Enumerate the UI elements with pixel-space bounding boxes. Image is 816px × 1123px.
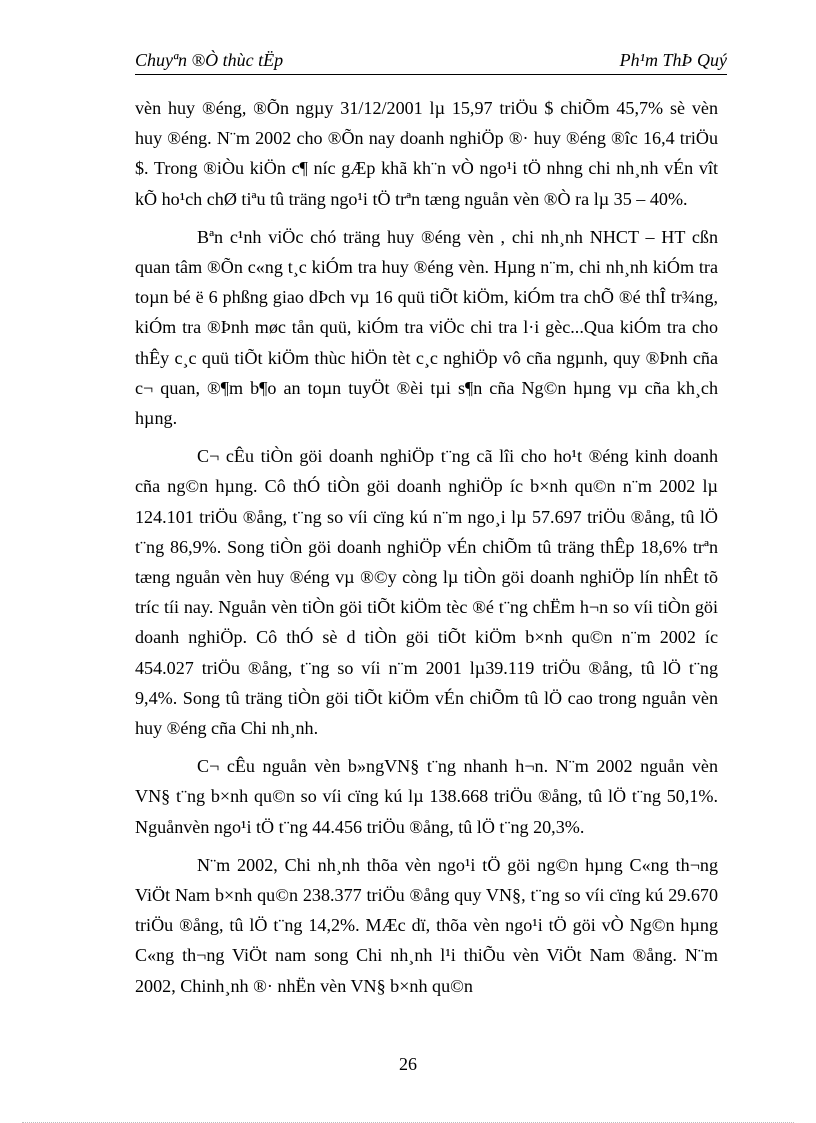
header-author: Ph¹m ThÞ Quý <box>619 50 727 70</box>
paragraph: N¨m 2002, Chi nh¸nh thõa vèn ngo¹i tÖ göi ng©n hµng C«ng th¬ng ViÖt Nam b×nh qu©n 238.377 triÖu ®ång quy VN§, t¨ng so víi cïng kú 29.670 triÖu ®ång, tû lÖ t¨ng 14,2%. MÆc dï, thõa vèn ngo¹i tÖ göi vÒ Ng©n hµng C«ng th¬ng ViÖt nam song Chi nh¸nh l¹i thiÕu vèn ViÖt Nam ®ång. N¨m 2002, Chinh¸nh ®· nhËn vèn VN§ b×nh qu©n <box>135 854 718 996</box>
paragraph: vèn huy ®éng, ®Õn ngµy 31/12/2001 lµ 15,97 triÖu $ chiÕm 45,7% sè vèn huy ®éng. N¨m 2002 cho ®Õn nay doanh nghiÖp ®· huy ®éng ®îc 16,4 triÖu $. Trong ®iÒu kiÖn c¶ níc gÆp khã kh¨n vÒ ngo¹i tÖ nhng chi nh¸nh vÉn vît kÕ ho¹ch chØ tiªu tû träng ngo¹i tÖ trªn tæng nguån vèn ®Ò ra lµ 35 – 40%. <box>135 98 718 209</box>
paragraph: C¬ cÊu tiÒn göi doanh nghiÖp t¨ng cã lîi cho ho¹t ®éng kinh doanh cña ng©n hµng. Cô thÓ tiÒn göi doanh nghiÖp íc b×nh qu©n n¨m 2002 lµ 124.101 triÖu ®ång, t¨ng so víi cïng kú n¨m ngo¸i lµ 57.697 triÖu ®ång, tû lÖ t¨ng 86,9%. Song tiÒn göi doanh nghiÖp vÉn chiÕm tû träng thÊp 18,6% trªn tæng nguån vèn huy ®éng vµ ®©y còng lµ tiÒn göi doanh nghiÖp lín nhÊt tõ tríc tíi nay. Nguån vèn tiÒn göi tiÕt kiÖm tèc ®é t¨ng chËm h¬n so víi tiÒn göi doanh nghiÖp. Cô thÓ sè d tiÒn göi tiÕt kiÖm b×nh qu©n n¨m 2002 íc 454.027 triÖu ®ång, t¨ng so víi n¨m 2001 lµ39.119 triÖu ®ång, tû lÖ t¨ng 9,4%. Song tû träng tiÒn göi tiÕt kiÖm vÉn chiÕm tû lÖ cao trong nguån vèn huy ®éng cña Chi nh¸nh. <box>135 446 718 739</box>
body-text <box>135 93 718 1009</box>
page-header <box>135 50 727 75</box>
page-number: 26 <box>399 1054 417 1074</box>
paragraph: C¬ cÊu nguån vèn b»ngVN§ t¨ng nhanh h¬n. N¨m 2002 nguån vèn VN§ t¨ng b×nh qu©n so víi cïng kú lµ 138.668 triÖu ®ång, tû lÖ t¨ng 50,1%. Nguånvèn ngo¹i tÖ t¨ng 44.456 triÖu ®ång, tû lÖ t¨ng 20,3%. <box>135 756 718 837</box>
header-title: Chuyªn ®Ò thùc tËp <box>135 50 284 70</box>
paragraph: Bªn c¹nh viÖc chó träng huy ®éng vèn , chi nh¸nh NHCT – HT cßn quan tâm ®Õn c«ng t¸c kiÓm tra huy ®éng vèn. Hµng n¨m, chi nh¸nh kiÓm tra toµn bé ë 6 phßng giao dÞch vµ 16 quü tiÕt kiÖm, kiÓm tra chÕ ®é thÎ tr¾ng, kiÓm tra ®Þnh møc tån quü, kiÓm tra viÖc chi tra l·i gèc...Qua kiÓm tra cho thÊy c¸c quü tiÕt kiÖm thùc hiÖn tèt c¸c nghiÖp vô cña ngµnh, quy ®Þnh cña c¬ quan, ®¶m b¶o an toµn tuyÖt ®èi tµi s¶n cña Ng©n hµng vµ cña kh¸ch hµng. <box>135 226 718 429</box>
